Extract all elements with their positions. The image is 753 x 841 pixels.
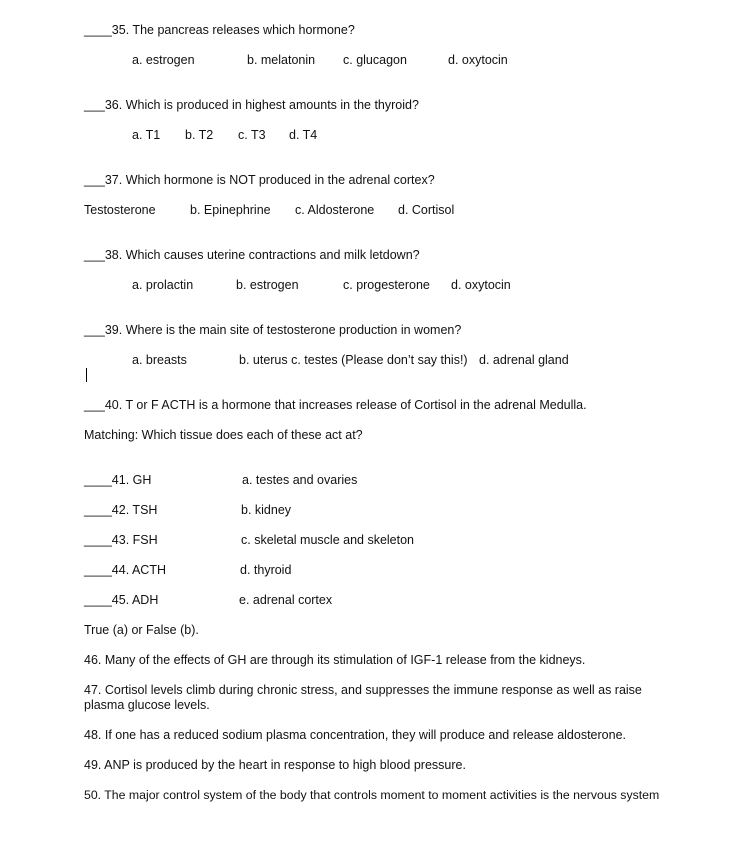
q35-option-b: b. melatonin: [247, 53, 316, 67]
matching-item-45: ____45. ADH: [84, 593, 159, 607]
q39-option-d: d. adrenal gland: [479, 353, 569, 367]
matching-answer-e: e. adrenal cortex: [239, 593, 333, 607]
q38-option-b: b. estrogen: [236, 278, 299, 292]
q37-option-b: b. Epinephrine: [190, 203, 271, 217]
q36-option-c: c. T3: [238, 128, 266, 142]
q37-option-a: Testosterone: [84, 203, 156, 217]
matching-item-42: ____42. TSH: [84, 503, 158, 517]
question-36: ___36. Which is produced in highest amounts in the thyroid?: [84, 98, 419, 112]
matching-item-41: ____41. GH: [84, 473, 152, 487]
matching-answer-a: a. testes and ovaries: [242, 473, 358, 487]
matching-answer-b: b. kidney: [241, 503, 292, 517]
question-49: 49. ANP is produced by the heart in response to high blood pressure.: [84, 758, 466, 772]
question-37: ___37. Which hormone is NOT produced in the adrenal cortex?: [84, 173, 435, 187]
q38-option-a: a. prolactin: [132, 278, 194, 292]
q38-option-c: c. progesterone: [343, 278, 430, 292]
question-38: ___38. Which causes uterine contractions and milk letdown?: [84, 248, 420, 262]
q37-option-c: c. Aldosterone: [295, 203, 375, 217]
q39-option-bc: b. uterus c. testes (Please don’t say this!): [239, 353, 468, 367]
matching-item-43: ____43. FSH: [84, 533, 158, 547]
q36-option-d: d. T4: [289, 128, 318, 142]
q39-option-a: a. breasts: [132, 353, 187, 367]
question-40: ___40. T or F ACTH is a hormone that increases release of Cortisol in the adrenal Medulla.: [84, 398, 587, 412]
question-35: ____35. The pancreas releases which hormone?: [84, 23, 355, 37]
question-46: 46. Many of the effects of GH are through its stimulation of IGF-1 release from the kidneys.: [84, 653, 586, 667]
question-47-line2: plasma glucose levels.: [84, 698, 210, 712]
q37-option-d: d. Cortisol: [398, 203, 455, 217]
question-48: 48. If one has a reduced sodium plasma concentration, they will produce and release aldosterone.: [84, 728, 626, 742]
q38-option-d: d. oxytocin: [451, 278, 511, 292]
q35-option-a: a. estrogen: [132, 53, 195, 67]
question-47-line1: 47. Cortisol levels climb during chronic stress, and suppresses the immune response as well as raise: [84, 683, 642, 697]
q36-option-b: b. T2: [185, 128, 214, 142]
question-50: 50. The major control system of the body that controls moment to moment activities is the nervous system: [84, 788, 660, 802]
question-39: ___39. Where is the main site of testosterone production in women?: [84, 323, 462, 337]
q36-option-a: a. T1: [132, 128, 161, 142]
matching-answer-c: c. skeletal muscle and skeleton: [241, 533, 415, 547]
matching-item-44: ____44. ACTH: [84, 563, 166, 577]
truefalse-heading: True (a) or False (b).: [84, 623, 199, 637]
text-cursor[interactable]: [86, 368, 87, 382]
q35-option-d: d. oxytocin: [448, 53, 508, 67]
q35-option-c: c. glucagon: [343, 53, 407, 67]
matching-heading: Matching: Which tissue does each of these act at?: [84, 428, 363, 442]
matching-answer-d: d. thyroid: [240, 563, 292, 577]
